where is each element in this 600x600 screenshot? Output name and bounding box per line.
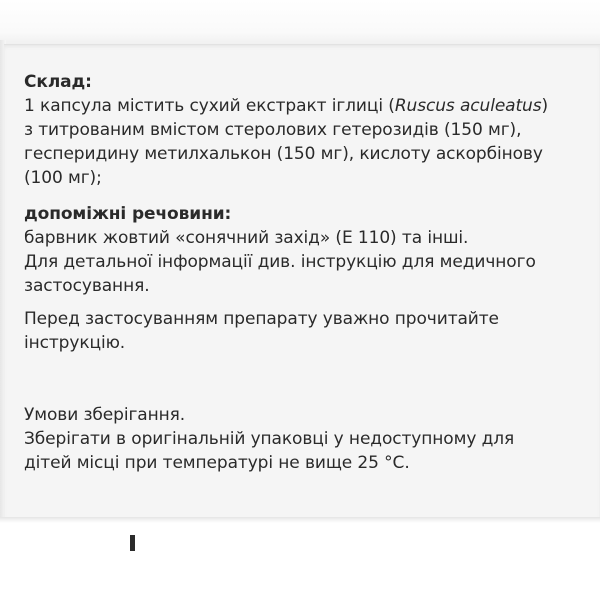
warning-line-1: Перед застосуванням препарату уважно прочитайте	[24, 309, 499, 329]
label-text	[24, 70, 584, 475]
storage-line-2: дітей місці при температурі не вище 25 °С.	[24, 453, 410, 473]
excipients-line-2: Для детальної інформації див. інструкцію для медичного	[24, 252, 536, 272]
composition-line-1-suffix: )	[541, 96, 549, 116]
storage-heading: Умови зберігання.	[24, 405, 186, 425]
warning-line-2: інструкцію.	[24, 333, 126, 353]
composition-line-1	[24, 94, 584, 118]
latin-name: Ruscus aculeatus	[394, 96, 542, 116]
box-top-edge	[0, 0, 600, 46]
composition-line-2: з титрованим вмістом стеролових гетерозидів (150 мг),	[24, 120, 522, 140]
composition-heading: Склад:	[24, 72, 92, 92]
panel-bottom-edge	[0, 517, 600, 523]
excipients-heading: допоміжні речовини:	[24, 204, 232, 224]
composition-line-4: (100 мг);	[24, 168, 102, 188]
print-mark	[130, 535, 135, 551]
excipients-line-3: застосування.	[24, 276, 150, 296]
composition-line-3: гесперидину метилхалькон (150 мг), кислоту аскорбінову	[24, 144, 543, 164]
composition-line-1-prefix: 1 капсула містить сухий екстракт іглиці (	[24, 96, 395, 116]
storage-line-1: Зберігати в оригінальній упаковці у недоступному для	[24, 429, 515, 449]
excipients-line-1: барвник жовтий «сонячний захід» (E 110) та інші.	[24, 228, 469, 248]
